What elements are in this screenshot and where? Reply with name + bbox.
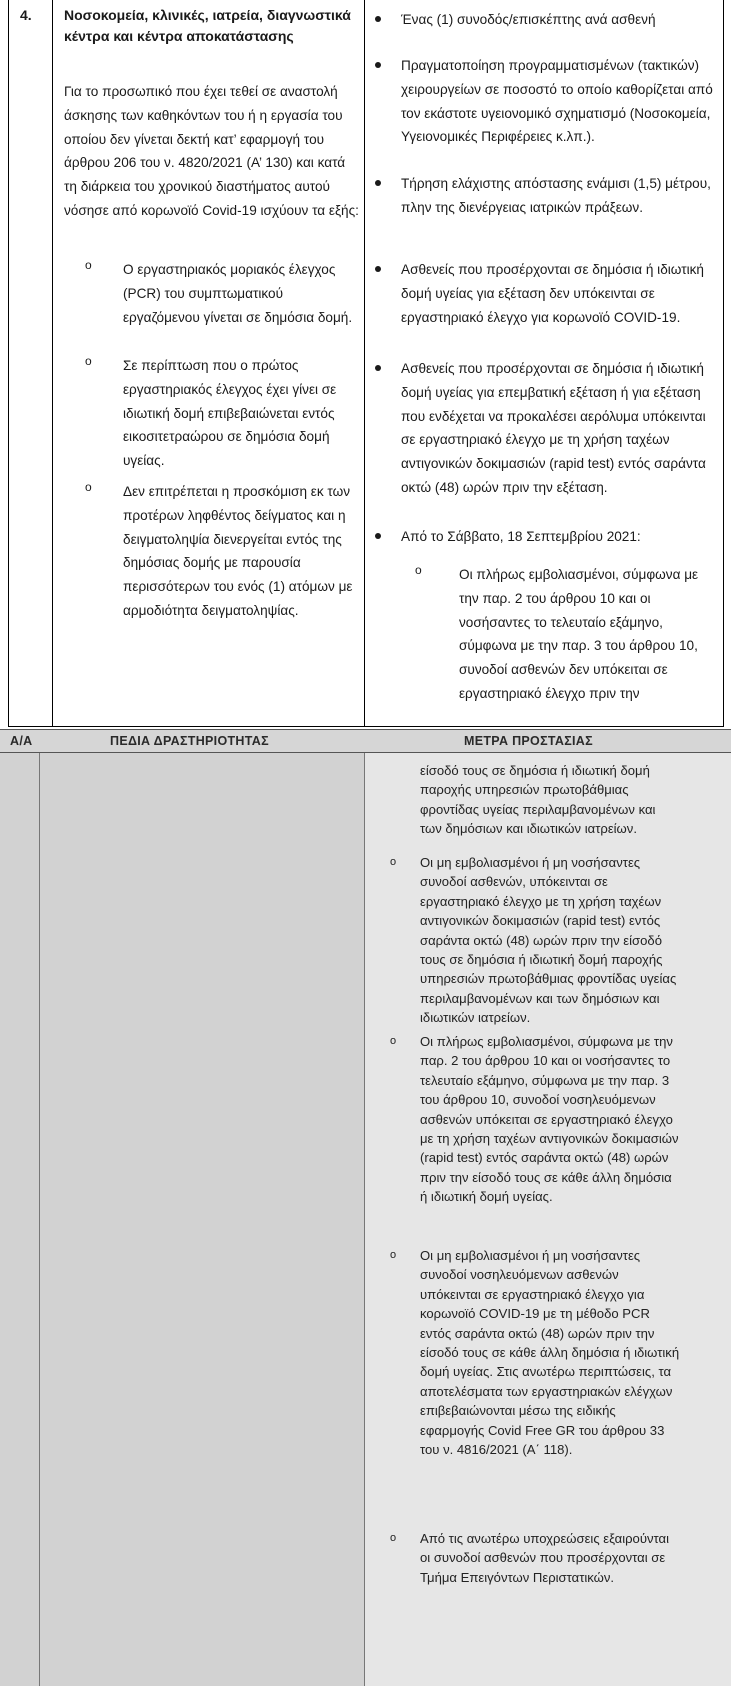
measures-table-page2 (0, 729, 731, 1686)
measure-subitem (390, 1529, 680, 1587)
measure-item (375, 8, 720, 32)
activity-title: Νοσοκομεία, κλινικές, ιατρεία, διαγνωστικά κέντρα και κέντρα αποκατάστασης (64, 7, 351, 44)
measure-subitem-text: Οι μη εμβολιασμένοι ή μη νοσήσαντες συνοδοί νοσηλευόμενων ασθενών υπόκεινται σε εργαστηριακό έλεγχο για κορωνοϊό COVID-19 με τη μέθοδο PCR εντός σαράντα οκτώ (48) ωρών πριν την είσοδό τους σε κάθε άλλη δημόσια ή ιδιωτική δομή υγείας. Στις ανωτέρω περιπτώσεις, τα αποτελέσματα των εργαστηριακών ελέγχων επιβεβαιώνονται μέσω της ειδικής εφαρμογής Covid Free GR του άρθρου 33 του ν. 4816/2021 (Α΄ 118). (420, 1248, 680, 1458)
bullet-icon (375, 266, 381, 272)
measure-text: Ένας (1) συνοδός/επισκέπτης ανά ασθενή (401, 12, 656, 27)
row-number-cell (0, 753, 40, 1686)
measure-text: Πραγματοποίηση προγραμματισμένων (τακτικών) χειρουργείων σε ποσοστό το οποίο καθορίζεται από τον εκάστοτε υγειονομικό σχηματισμό (Νοσοκομεία, Υγειονομικές Περιφέρειες κ.λπ.). (401, 58, 713, 145)
measure-subitem (415, 563, 720, 706)
activity-subitem (85, 258, 355, 329)
measure-subitem (390, 1246, 680, 1459)
measures-table-page1 (8, 0, 724, 727)
bullet-icon (375, 365, 381, 371)
measure-subitem (390, 1032, 680, 1207)
activity-subitem-text: Δεν επιτρέπεται η προσκόμιση εκ των προτέρων ληφθέντος δείγματος και η δειγματοληψία διενεργείται εντός της δημόσιας δομής με παρουσία περισσότερων του ενός (1) ατόμων με αρμοδιότητα δειγματοληψίας. (123, 484, 353, 618)
hollow-circle-icon: o (390, 1249, 397, 1261)
bullet-icon (375, 180, 381, 186)
hollow-circle-icon: o (390, 1532, 397, 1544)
measure-subitem-text: Οι μη εμβολιασμένοι ή μη νοσήσαντες συνοδοί ασθενών, υπόκεινται σε εργαστηριακό έλεγχο με τη χρήση ταχέων αντιγονικών δοκιμασιών (rapid test) εντός σαράντα οκτώ (48) ωρών πριν την είσοδό τους σε δημόσια ή ιδιωτική δομή παροχής υπηρεσιών πρωτοβάθμιας φροντίδας υγείας περιλαμβανομένων και των δημόσιων και ιδιωτικών ιατρείων. (420, 855, 677, 1026)
hollow-circle-icon: o (415, 563, 422, 577)
row-number-cell (9, 0, 53, 726)
measure-text: Ασθενείς που προσέρχονται σε δημόσια ή ιδιωτική δομή υγείας για επεμβατική εξέταση ή για εξέταση που ενδέχεται να προκαλέσει αερόλυμα υπόκεινται σε εργαστηριακό έλεγχο με τη χρήση ταχέων αντιγονικών δοκιμασιών (rapid test) εντός σαράντα οκτώ (48) ωρών πριν την εξέταση. (401, 361, 706, 495)
measure-text: Από το Σάββατο, 18 Σεπτεμβρίου 2021: (401, 529, 641, 544)
row-number: 4. (20, 7, 32, 23)
header-aa: Α/Α (10, 734, 33, 748)
measures-cell (365, 0, 723, 726)
hollow-circle-icon: o (390, 856, 397, 868)
measure-subitem-text: Από τις ανωτέρω υποχρεώσεις εξαιρούνται οι συνοδοί ασθενών που προσέρχονται σε Τμήμα Επειγόντων Περιστατικών. (420, 1531, 670, 1585)
header-measures: ΜΕΤΡΑ ΠΡΟΣΤΑΣΙΑΣ (464, 734, 593, 748)
hollow-circle-icon: o (390, 1035, 397, 1047)
measure-subitem-text: Οι πλήρως εμβολιασμένοι, σύμφωνα με την παρ. 2 του άρθρου 10 και οι νοσήσαντες το τελευταίο εξάμηνο, σύμφωνα με την παρ. 3 του άρθρου 10, συνοδοί νοσηλευόμενων ασθενών υπόκειται σε εργαστηριακό έλεγχο με τη χρήση ταχέων αντιγονικών δοκιμασιών (rapid test) εντός σαράντα οκτώ (48) ωρών πριν την είσοδό τους σε κάθε άλλη δημόσια ή ιδιωτική δομή υγείας. (420, 1034, 679, 1205)
measure-item (375, 357, 720, 500)
measure-text: Τήρηση ελάχιστης απόστασης ενάμισι (1,5) μέτρου, πλην της διενέργειας ιατρικών πράξεων. (401, 176, 711, 215)
activity-subitem-text: Σε περίπτωση που ο πρώτος εργαστηριακός έλεγχος έχει γίνει σε ιδιωτική δομή επιβεβαιώνεται εντός εικοσιτετραώρου σε δημόσια δομή υγείας. (123, 358, 337, 469)
bullet-icon (375, 533, 381, 539)
activity-subitem-text: Ο εργαστηριακός μοριακός έλεγχος (PCR) του συμπτωματικού εργαζόμενου γίνεται σε δημόσια δομή. (123, 262, 353, 325)
measure-text: Ασθενείς που προσέρχονται σε δημόσια ή ιδιωτική δομή υγείας για εξέταση δεν υπόκεινται σε εργαστηριακό έλεγχο για κορωνοϊό COVID-19. (401, 262, 704, 325)
measure-item (375, 54, 720, 149)
hollow-circle-icon: o (85, 354, 92, 368)
measure-item (375, 172, 720, 220)
bullet-icon (375, 62, 381, 68)
header-activity: ΠΕΔΙΑ ΔΡΑΣΤΗΡΙΟΤΗΤΑΣ (110, 734, 269, 748)
measure-subitem-text: Οι πλήρως εμβολιασμένοι, σύμφωνα με την παρ. 2 του άρθρου 10 και οι νοσήσαντες το τελευταίο εξάμηνο, σύμφωνα με την παρ. 3 του άρθρου 10, συνοδοί ασθενών δεν υπόκειται σε εργαστηριακό έλεγχο πριν την (459, 567, 699, 701)
activity-cell (53, 0, 365, 726)
hollow-circle-icon: o (85, 480, 92, 494)
measure-item (375, 525, 720, 549)
measure-item (375, 258, 720, 329)
hollow-circle-icon: o (85, 258, 92, 272)
activity-subitem (85, 354, 355, 473)
table-header (0, 729, 731, 753)
measure-subitem (390, 853, 680, 1028)
measures-cell (365, 753, 731, 1686)
activity-cell (40, 753, 365, 1686)
activity-subitem (85, 480, 355, 623)
activity-intro: Για το προσωπικό που έχει τεθεί σε αναστολή άσκησης των καθηκόντων του ή η εργασία του οποίου δεν γίνεται δεκτή κατ’ εφαρμογή του άρθρου 206 του ν. 4820/2021 (Α’ 130) και κατά τη διάρκεια του χρονικού διαστήματος αυτού νόσησε από κορωνοϊό Covid-19 ισχύουν τα εξής: (64, 84, 359, 218)
continuation-text: είσοδό τους σε δημόσια ή ιδιωτική δομή παροχής υπηρεσιών πρωτοβάθμιας φροντίδας υγείας περιλαμβανομένων και των δημόσιων και ιδιωτικών ιατρείων. (420, 763, 656, 837)
table-body (0, 753, 731, 1686)
bullet-icon (375, 16, 381, 22)
